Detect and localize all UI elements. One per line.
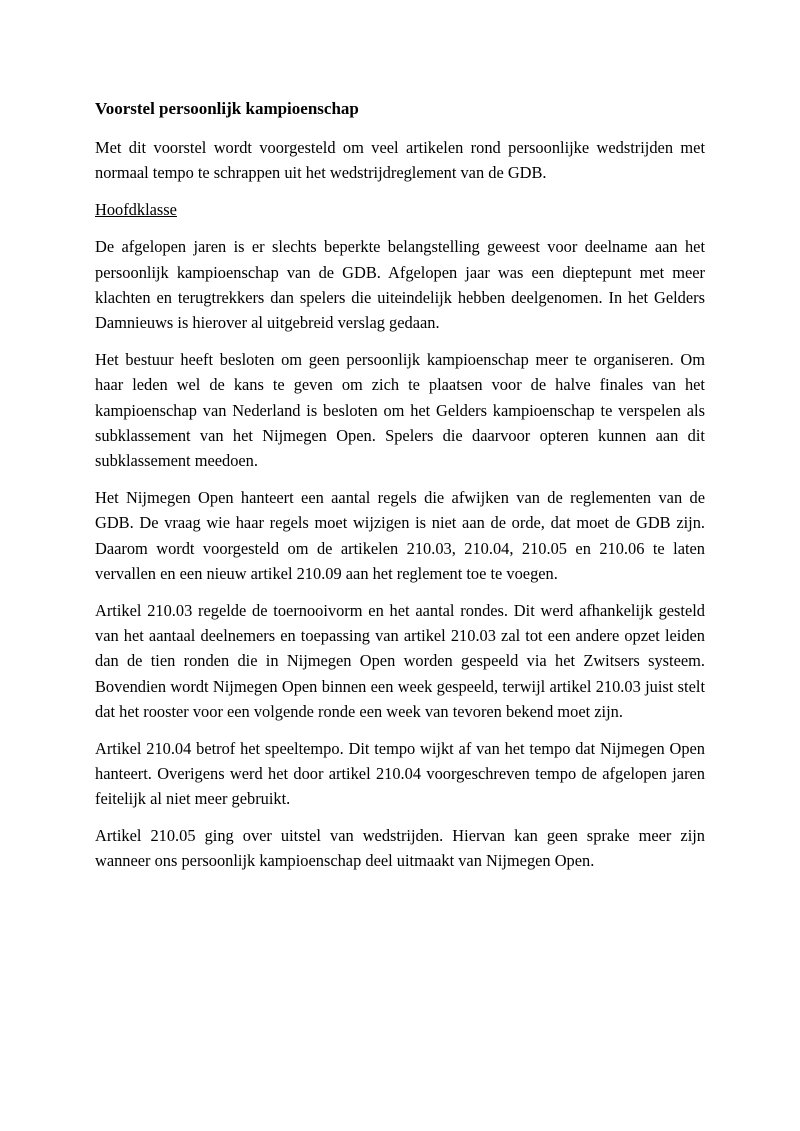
paragraph-artikel-210-05: Artikel 210.05 ging over uitstel van wedstrijden. Hiervan kan geen sprake meer zijn wanneer ons persoonlijk kampioenschap deel uitmaakt van Nijmegen Open. (95, 825, 705, 871)
paragraph-deelname: De afgelopen jaren is er slechts beperkte belangstelling geweest voor deelname aan het persoonlijk kampioenschap van de GDB. Afgelopen jaar was een dieptepunt met meer klachten en terugtrekkers dan spelers die uiteindelijk hebben deelgenomen. In het Gelders Damnieuws is hierover al uitgebreid verslag gedaan. (95, 237, 705, 333)
section-heading-hoofdklasse: Hoofdklasse (95, 199, 177, 219)
paragraph-nijmegen-open-regels: Het Nijmegen Open hanteert een aantal regels die afwijken van de reglementen van de GDB. De vraag wie haar regels moet wijzigen is niet aan de orde, dat moet de GDB zijn. Daarom wordt voorgesteld om de artikelen 210.03, 210.04, 210.05 en 210.06 te laten vervallen en een nieuw artikel 210.09 aan het reglement toe te voegen. (95, 487, 705, 584)
paragraph-artikel-210-04: Artikel 210.04 betrof het speeltempo. Dit tempo wijkt af van het tempo dat Nijmegen Open hanteert. Overigens werd het door artikel 210.04 voorgeschreven tempo de afgelopen jaren feitelijk al niet meer gebruikt. (95, 738, 705, 809)
document-title: Voorstel persoonlijk kampioenschap (95, 99, 359, 118)
paragraph-bestuur-besluit: Het bestuur heeft besloten om geen persoonlijk kampioenschap meer te organiseren. Om haar leden wel de kans te geven om zich te plaatsen voor de halve finales van het kampioenschap van Nederland is besloten om het Gelders kampioenschap te verspelen als subklassement van het Nijmegen Open. Spelers die daarvoor opteren kunnen aan dit subklassement meedoen. (95, 349, 705, 471)
paragraph-artikel-210-03: Artikel 210.03 regelde de toernooivorm en het aantal rondes. Dit werd afhankelijk gesteld van het aantaal deelnemers en toepassing van artikel 210.03 zal tot een andere opzet leiden dan de tien ronden die in Nijmegen Open worden gespeeld via het Zwitsers systeem. Bovendien wordt Nijmegen Open binnen een week gespeeld, terwijl artikel 210.03 juist stelt dat het rooster voor een volgende ronde een week van tevoren bekend moet zijn. (95, 600, 705, 722)
intro-paragraph: Met dit voorstel wordt voorgesteld om veel artikelen rond persoonlijke wedstrijden met normaal tempo te schrappen uit het wedstrijdreglement van de GDB. (95, 138, 705, 183)
